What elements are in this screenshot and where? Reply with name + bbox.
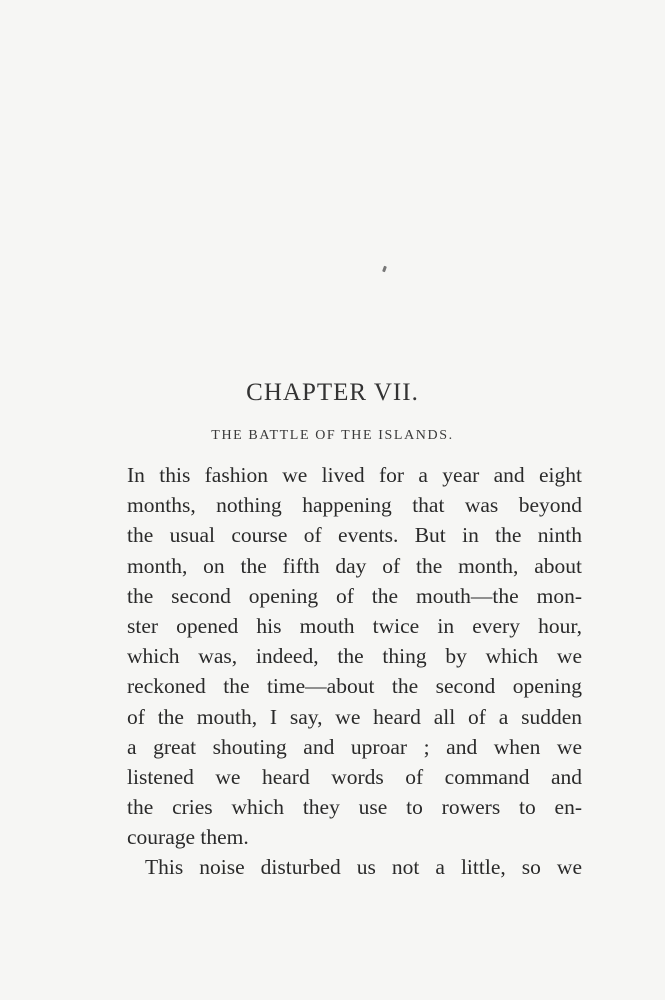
chapter-subtitle: THE BATTLE OF THE ISLANDS.	[211, 428, 454, 443]
text-line: months, nothing happening that was beyond	[127, 493, 582, 518]
text-line: the cries which they use to rowers to en-	[127, 795, 582, 820]
text-line: This noise disturbed us not a little, so we	[145, 855, 582, 880]
text-line: In this fashion we lived for a year and eight	[127, 463, 582, 487]
text-line: the usual course of events. But in the ninth	[127, 523, 582, 548]
ink-speck	[382, 266, 387, 273]
text-line: which was, indeed, the thing by which we	[127, 644, 582, 669]
text-line: listened we heard words of command and	[127, 764, 582, 789]
text-line: courage them.	[127, 825, 249, 850]
text-line: month, on the fifth day of the month, about	[127, 553, 582, 578]
text-line: a great shouting and uproar ; and when we	[127, 734, 582, 759]
text-line: reckoned the time—about the second opening	[127, 674, 582, 699]
text-line: of the mouth, I say, we heard all of a sudden	[127, 704, 582, 729]
text-line: ster opened his mouth twice in every hour,	[127, 613, 582, 638]
body-text	[127, 460, 582, 883]
chapter-title: CHAPTER VII.	[246, 379, 419, 406]
text-line: the second opening of the mouth—the mon-	[127, 583, 582, 608]
